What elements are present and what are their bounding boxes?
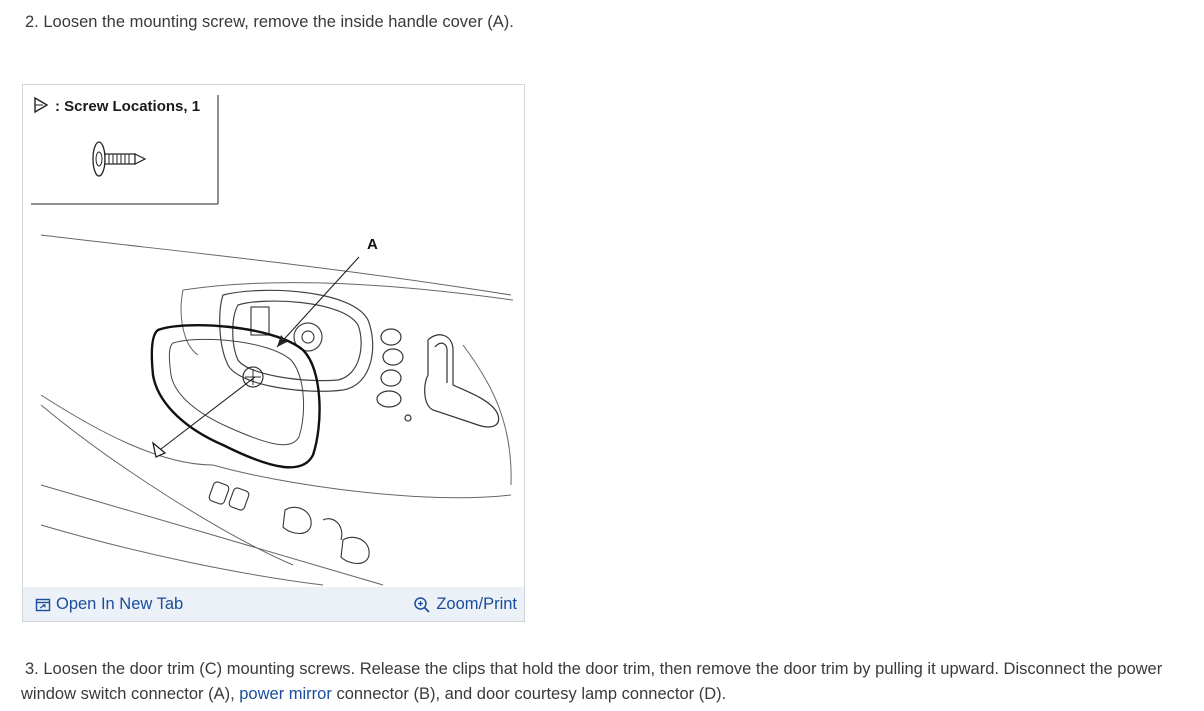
open-in-new-tab-icon [35,597,51,613]
step-3-text-part1: 3. Loosen the door trim (C) mounting screws. Release the clips that hold the door trim, then remove the door trim by pulling it upward. Disconnect the power window switch connector (A), [21,660,1163,703]
legend-text: : Screw Locations, 1 [55,98,201,115]
door-handle-diagram[interactable] [23,85,524,587]
figure-toolbar [23,587,524,621]
step-3-text [21,657,1201,707]
open-in-new-tab-label: Open In New Tab [56,595,184,613]
door-trim-lines [41,235,513,585]
door-trim-illustration [23,85,524,587]
zoom-print-label: Zoom/Print [436,595,517,613]
handle-cover-outline [152,325,320,467]
screw-legend [31,95,218,204]
zoom-print-link[interactable] [413,595,517,614]
zoom-in-icon [413,596,431,614]
step-2-text: 2. Loosen the mounting screw, remove the inside handle cover (A). [25,13,514,31]
seat-adjust-switch [425,335,499,427]
screw-icon [93,142,145,176]
seat-memory-buttons [377,329,411,421]
open-in-new-tab-link[interactable] [35,595,183,614]
callout-label-a: A [367,236,378,253]
screw-marker-triangle [153,443,165,457]
window-switches [208,481,369,564]
power-mirror-link[interactable]: power mirror [239,685,332,703]
figure-card [22,84,525,622]
step-3-text-part2: connector (B), and door courtesy lamp connector (D). [331,685,727,703]
